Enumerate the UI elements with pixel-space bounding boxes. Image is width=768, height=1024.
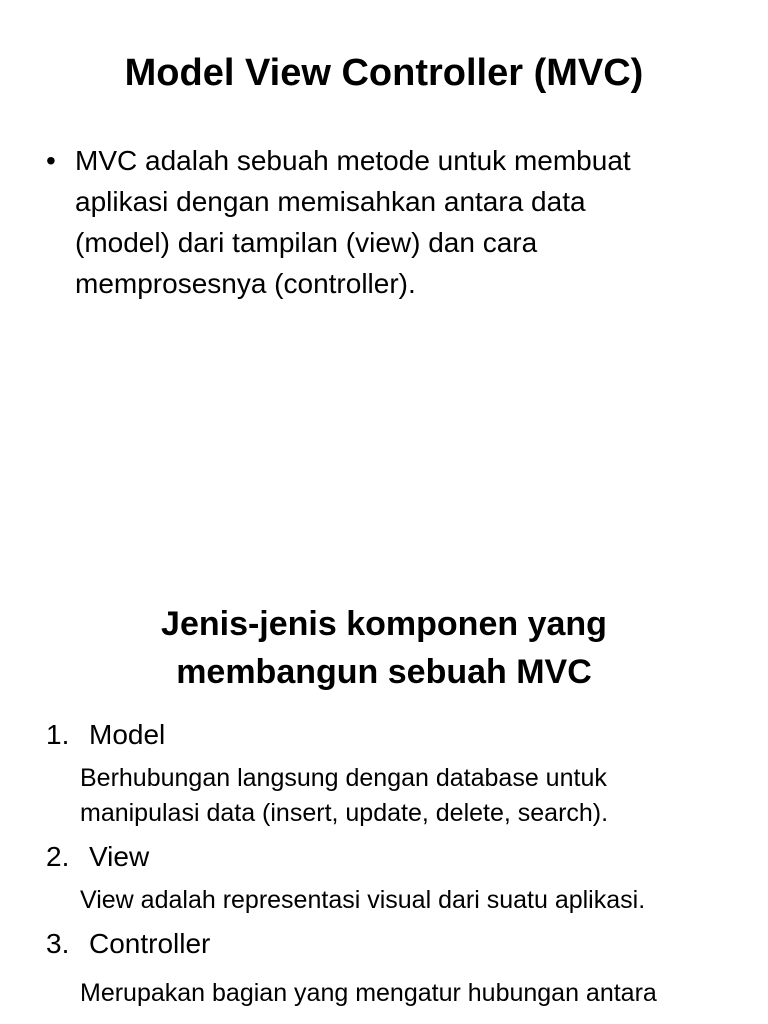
bullet-text: [75, 140, 736, 304]
list-item-controller: [46, 924, 746, 1011]
item-number: 3.: [46, 928, 70, 959]
item-label: Model: [89, 719, 166, 750]
title-line: membangun sebuah MVC: [176, 653, 592, 691]
slide-title: Model View Controller (MVC): [124, 52, 644, 94]
description-line: View adalah representasi visual dari suatu aplikasi.: [80, 886, 646, 914]
item-description: [80, 761, 746, 831]
item-number: 1.: [46, 719, 70, 750]
list-item-view: [46, 837, 746, 918]
item-label: View: [89, 841, 150, 872]
description-line: Berhubungan langsung dengan database untuk: [80, 764, 607, 792]
list-item-model: [46, 715, 746, 831]
slide-mvc-components: [0, 512, 768, 1024]
item-heading: [46, 715, 746, 755]
bullet-line: aplikasi dengan memisahkan antara data: [75, 186, 586, 217]
bullet-line: MVC adalah sebuah metode untuk membuat: [75, 145, 631, 176]
bullet-line: memprosesnya (controller).: [75, 268, 416, 299]
bullet-icon: •: [46, 145, 56, 176]
item-description: [80, 883, 746, 918]
item-number: 2.: [46, 841, 70, 872]
item-heading: [46, 924, 746, 964]
item-heading: [46, 837, 746, 877]
component-list: [46, 715, 746, 1011]
description-line: manipulasi data (insert, update, delete, search).: [80, 799, 609, 827]
item-label: Controller: [89, 928, 211, 959]
bullet-paragraph: [46, 140, 736, 304]
title-line: Jenis-jenis komponen yang: [161, 605, 607, 643]
description-line: Merupakan bagian yang mengatur hubungan antara: [80, 979, 657, 1007]
item-description: [80, 976, 746, 1011]
slide-title: [0, 600, 768, 696]
bullet-line: (model) dari tampilan (view) dan cara: [75, 227, 538, 258]
